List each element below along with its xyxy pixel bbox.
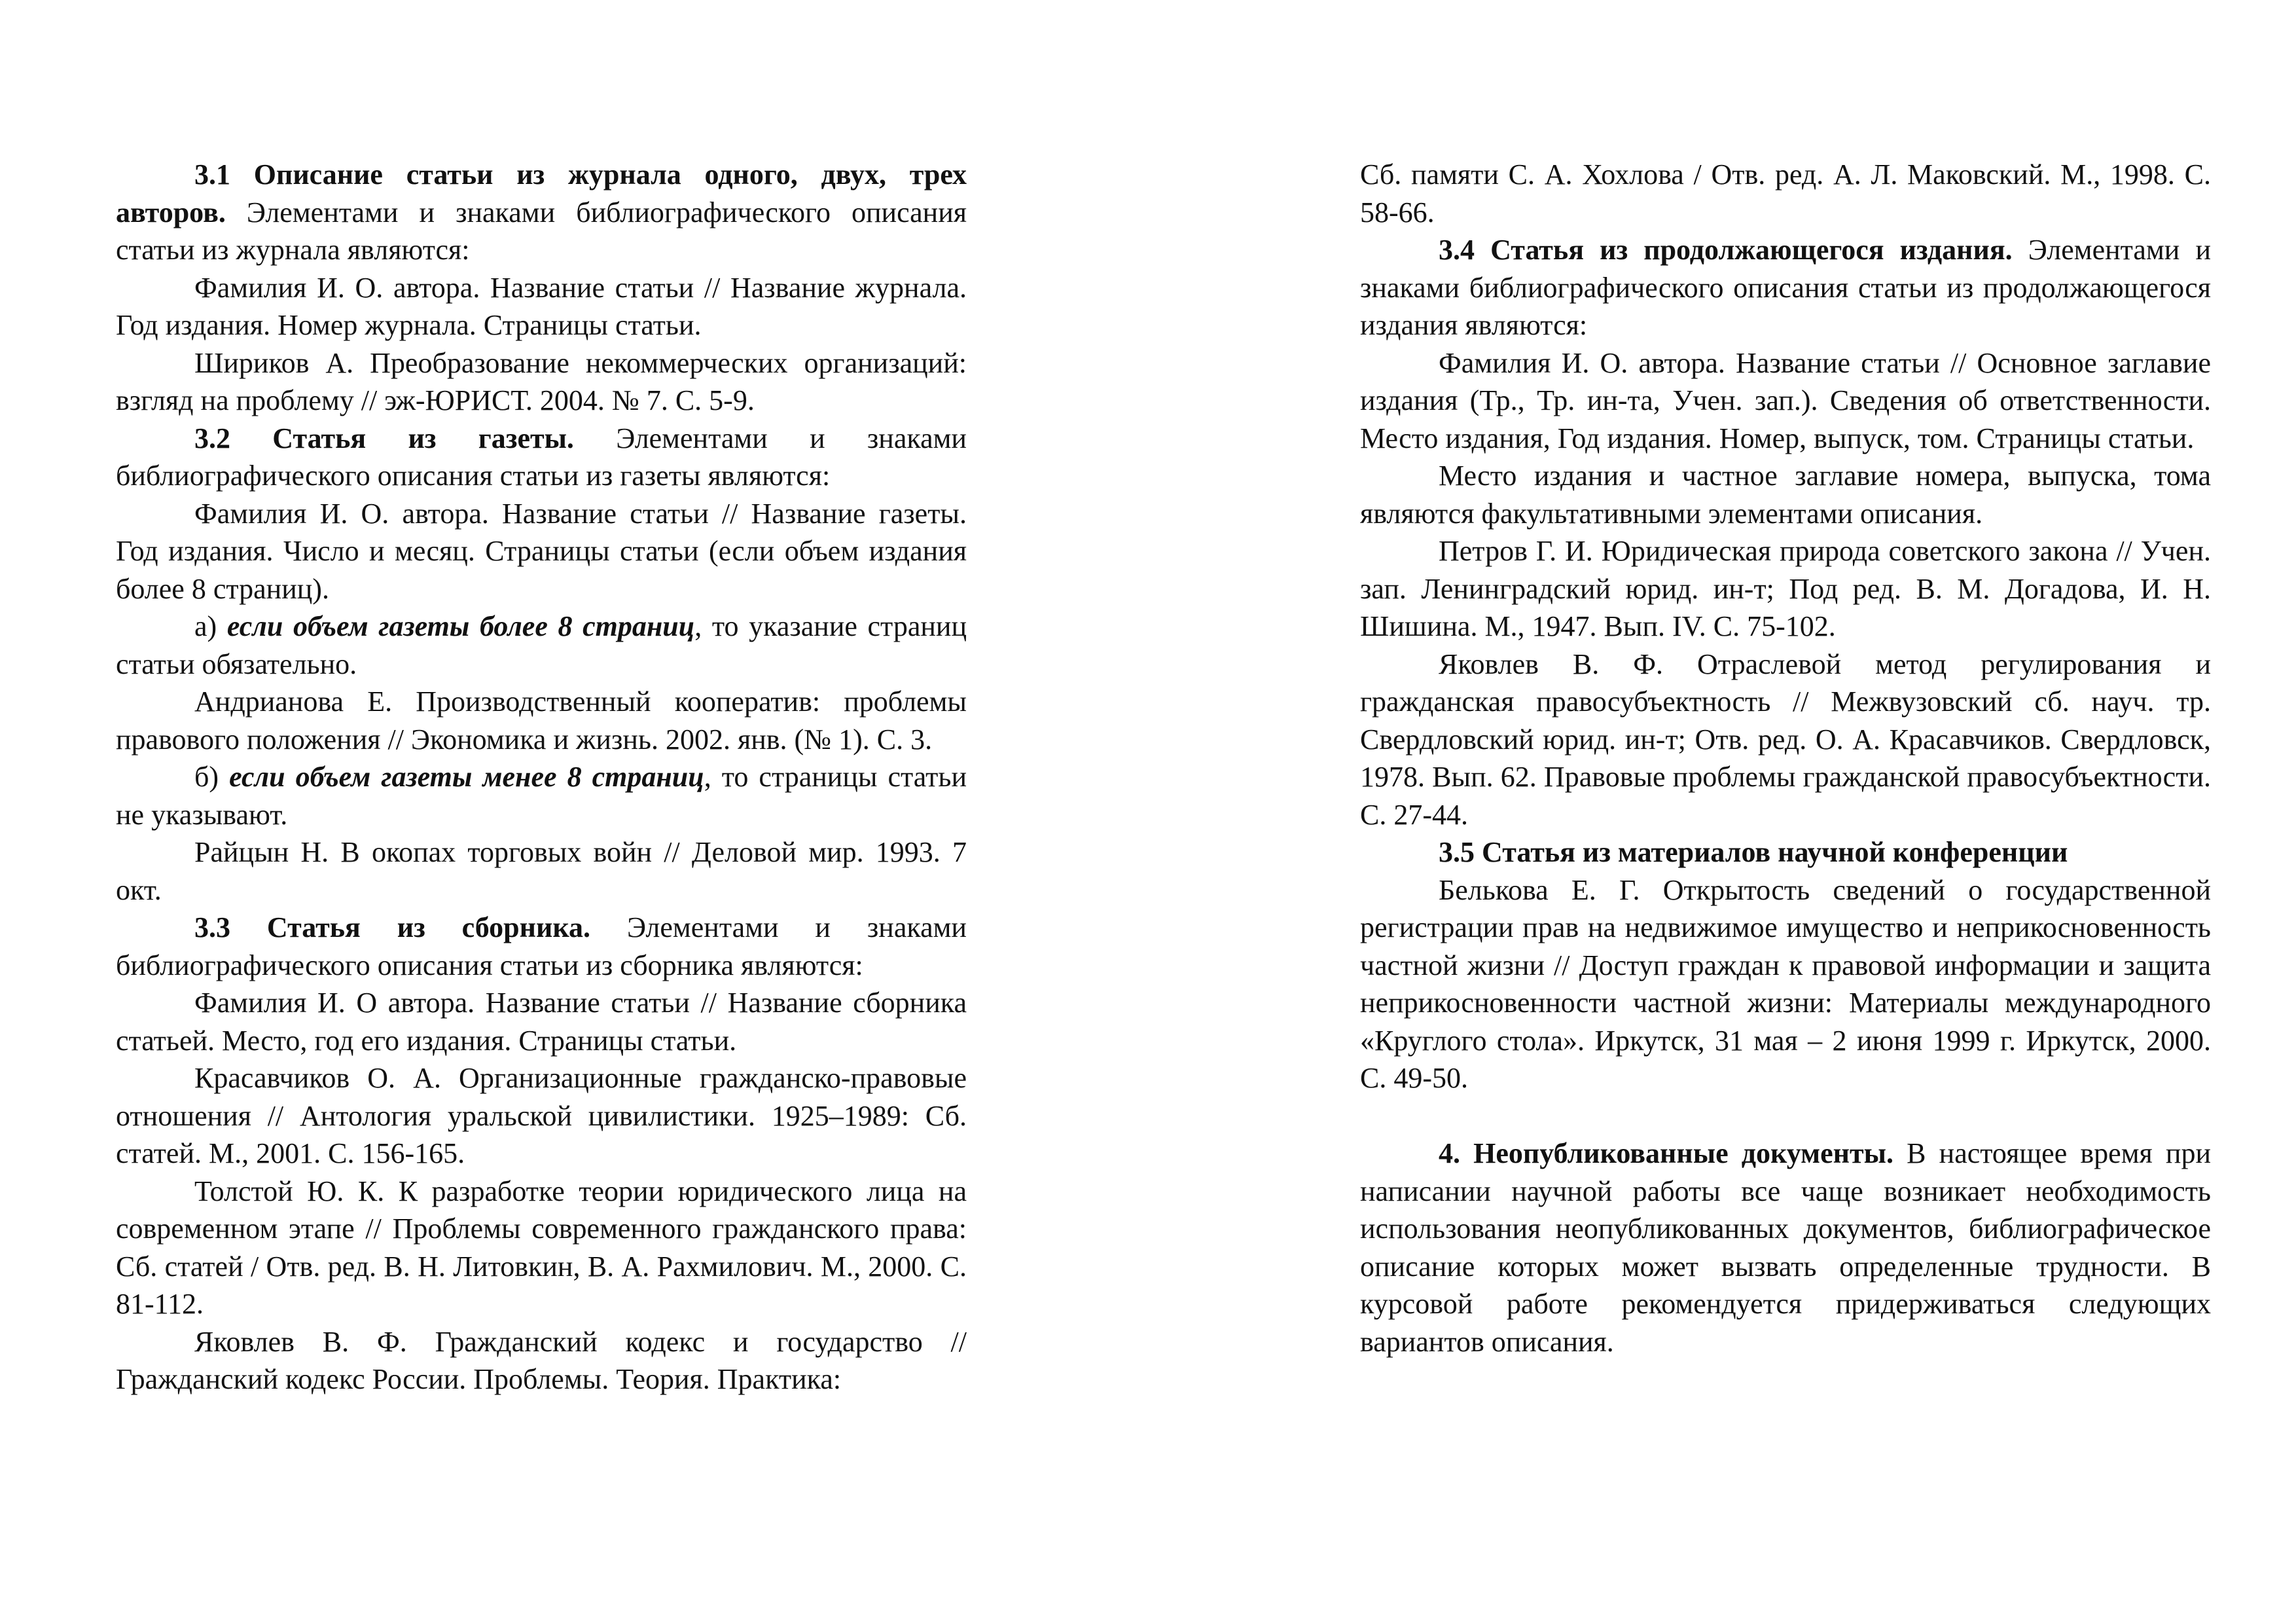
section-3-4-example-2: Яковлев В. Ф. Отраслевой метод регулирования и гражданская правосубъектность // Межвузовский сб. науч. тр. Свердловский юрид. ин-т; Отв. ред. О. А. Красавчиков. Свердловск, 1978. Вып. 62. Правовые проблемы гражданской правосубъектности. С. 27-44.: [1360, 647, 2211, 831]
section-3-2-case-a: [116, 608, 967, 683]
left-page-column: [116, 156, 967, 1398]
section-3-4-text: Элементами и знаками библиографического описания статьи из продолжающегося издания являются:: [1360, 234, 2211, 341]
section-3-3-example-1: Красавчиков О. А. Организационные гражданско-правовые отношения // Антология уральской цивилистики. 1925–1989: Сб. статей. М., 2001. С. 156-165.: [116, 1062, 967, 1169]
section-4-text: В настоящее время при написании научной работы все чаще возникает необходимость использования неопубликованных документов, библиографическое описание которых может вызвать определенные трудности. В курсовой работе рекомендуется придерживаться следующих вариантов описания.: [1360, 1137, 2212, 1358]
section-3-2-case-b: [116, 758, 967, 833]
section-3-4-example-1: Петров Г. И. Юридическая природа советского закона // Учен. зап. Ленинградский юрид. ин-т; Под ред. В. М. Догадова, И. Н. Шишина. М., 1947. Вып. IV. С. 75-102.: [1360, 535, 2211, 642]
section-3-5-heading: 3.5 Статья из материалов научной конференции: [1439, 836, 2068, 868]
case-b-prefix: б): [194, 761, 230, 793]
section-3-3-example-2: Толстой Ю. К. К разработке теории юридического лица на современном этапе // Проблемы современного гражданского права: Сб. статей / Отв. ред. В. Н. Литовкин, В. А. Рахмилович. М., 2000. С. 81-112.: [116, 1175, 967, 1320]
section-3-3-paragraph: [116, 909, 967, 984]
section-3-3-example-3-continued: Сб. памяти С. А. Хохлова / Отв. ред. А. Л. Маковский. М., 1998. С. 58-66.: [1360, 158, 2211, 228]
section-3-1-format: Фамилия И. О. автора. Название статьи // Название журнала. Год издания. Номер журнала. Страницы статьи.: [116, 271, 967, 341]
case-a-emphasis: если объем газеты более 8 страниц: [226, 610, 695, 642]
section-3-2-heading: 3.2 Статья из газеты.: [194, 422, 574, 454]
case-b-rest: , то страницы статьи не указывают.: [116, 761, 967, 831]
section-3-2-format: Фамилия И. О. автора. Название статьи // Название газеты. Год издания. Число и месяц. Страницы статьи (если объем издания более 8 страниц).: [116, 497, 967, 605]
section-3-1-heading: 3.1 Описание статьи из журнала одного, двух, трех авторов.: [116, 158, 967, 228]
section-3-3-example-3: Яковлев В. Ф. Гражданский кодекс и государство // Гражданский кодекс России. Проблемы. Теория. Практика:: [116, 1325, 967, 1395]
section-3-2-text: Элементами и знаками библиографического описания статьи из газеты являются:: [116, 422, 967, 492]
section-3-4-heading: 3.4 Статья из продолжающегося издания.: [1439, 234, 2013, 266]
section-3-3-text: Элементами и знаками библиографического описания статьи из сборника являются:: [116, 911, 967, 981]
section-3-3-heading: 3.3 Статья из сборника.: [194, 911, 591, 943]
section-4-heading: 4. Неопубликованные документы.: [1439, 1137, 1894, 1169]
section-3-5-example: Белькова Е. Г. Открытость сведений о государственной регистрации прав на недвижимое имущество и неприкосновенность частной жизни // Доступ граждан к правовой информации и защита неприкосновенности частной жизни: Материалы международного «Круглого стола». Иркутск, 31 мая – 2 июня 1999 г. Иркутск, 2000. С. 49-50.: [1360, 873, 2211, 1094]
section-3-4-paragraph: [1360, 231, 2211, 344]
section-3-1-text: Элементами и знаками библиографического описания статьи из журнала являются:: [116, 196, 967, 266]
section-3-2-paragraph: [116, 420, 967, 495]
section-3-3-format: Фамилия И. О автора. Название статьи // Название сборника статьей. Место, год его издания. Страницы статьи.: [116, 987, 967, 1057]
case-b-emphasis: если объем газеты менее 8 страниц: [229, 761, 704, 793]
section-4-paragraph: [1360, 1135, 2211, 1360]
section-3-4-note: Место издания и частное заглавие номера, выпуска, тома являются факультативными элементами описания.: [1360, 460, 2211, 530]
right-page-column: [1360, 156, 2211, 1360]
paragraph-gap: [1360, 1097, 2211, 1135]
case-a-rest: , то указание страниц статьи обязательно.: [116, 610, 967, 680]
section-3-2-case-b-example: Райцын Н. В окопах торговых войн // Деловой мир. 1993. 7 окт.: [116, 836, 967, 906]
section-3-1-example: Шириков А. Преобразование некоммерческих организаций: взгляд на проблему // эж-ЮРИСТ. 2004. № 7. С. 5-9.: [116, 346, 967, 416]
section-3-1-paragraph: [116, 156, 967, 269]
case-a-prefix: а): [194, 610, 227, 642]
section-3-2-case-a-example: Андрианова Е. Производственный кооператив: проблемы правового положения // Экономика и жизнь. 2002. янв. (№ 1). С. 3.: [116, 685, 967, 756]
section-3-4-format: Фамилия И. О. автора. Название статьи // Основное заглавие издания (Тр., Тр. ин-та, Учен. зап.). Сведения об ответственности. Место издания, Год издания. Номер, выпуск, том. Страницы статьи.: [1360, 346, 2211, 454]
